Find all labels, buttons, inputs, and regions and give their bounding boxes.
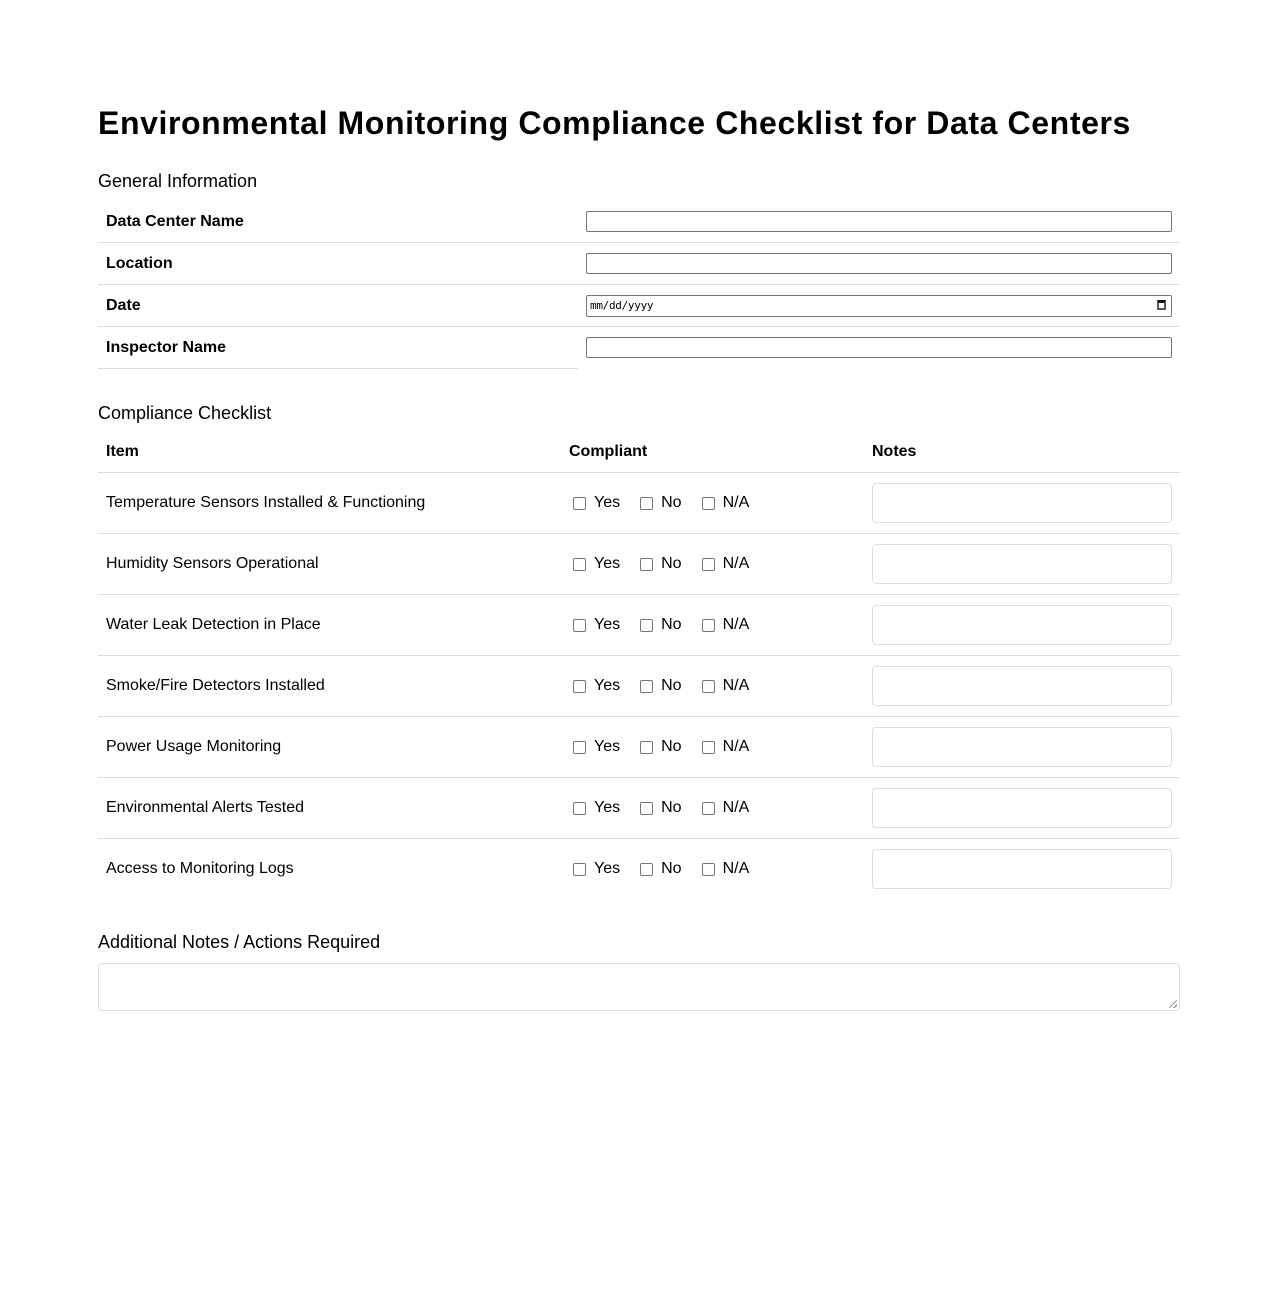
page-title: Environmental Monitoring Compliance Checklist for Data Centers xyxy=(98,105,1131,141)
yes-checkbox[interactable] xyxy=(573,863,586,876)
option-yes[interactable]: Yes xyxy=(569,738,620,756)
no-checkbox[interactable] xyxy=(640,558,653,571)
na-checkbox[interactable] xyxy=(702,497,715,510)
checklist-row xyxy=(98,473,1180,534)
checklist-item-label: Smoke/Fire Detectors Installed xyxy=(98,656,561,717)
info-row-inspector-name xyxy=(98,327,1180,369)
option-na[interactable]: N/A xyxy=(698,494,750,512)
checklist-item-label: Water Leak Detection in Place xyxy=(98,595,561,656)
compliance-options xyxy=(569,677,856,695)
checklist-row xyxy=(98,717,1180,778)
checklist-row xyxy=(98,534,1180,595)
compliance-checklist-table xyxy=(98,432,1180,899)
option-na[interactable]: N/A xyxy=(698,677,750,695)
checklist-header-row xyxy=(98,432,1180,473)
option-no[interactable]: No xyxy=(636,799,681,817)
checklist-item-label: Environmental Alerts Tested xyxy=(98,778,561,839)
checklist-row xyxy=(98,778,1180,839)
field-label: Inspector Name xyxy=(98,327,578,369)
field-label: Date xyxy=(98,285,578,327)
additional-notes-heading: Additional Notes / Actions Required xyxy=(98,932,381,952)
notes-input[interactable] xyxy=(872,605,1172,645)
notes-input[interactable] xyxy=(872,483,1172,523)
compliance-options xyxy=(569,860,856,878)
na-checkbox[interactable] xyxy=(702,680,715,693)
option-no[interactable]: No xyxy=(636,677,681,695)
option-yes[interactable]: Yes xyxy=(569,494,620,512)
compliance-options xyxy=(569,799,856,817)
compliance-options xyxy=(569,555,856,573)
na-checkbox[interactable] xyxy=(702,619,715,632)
date-input[interactable] xyxy=(586,295,1172,317)
checklist-row xyxy=(98,595,1180,656)
compliance-options xyxy=(569,738,856,756)
option-na[interactable]: N/A xyxy=(698,555,750,573)
field-label: Location xyxy=(98,243,578,285)
checklist-item-label: Temperature Sensors Installed & Functioning xyxy=(98,473,561,534)
checklist-item-label: Humidity Sensors Operational xyxy=(98,534,561,595)
yes-checkbox[interactable] xyxy=(573,497,586,510)
column-header-item: Item xyxy=(98,432,561,473)
general-info-heading: General Information xyxy=(98,171,258,191)
notes-input[interactable] xyxy=(872,544,1172,584)
option-yes[interactable]: Yes xyxy=(569,860,620,878)
calendar-icon[interactable] xyxy=(1157,300,1166,310)
general-info-table xyxy=(98,201,1180,369)
option-na[interactable]: N/A xyxy=(698,738,750,756)
compliance-options xyxy=(569,494,856,512)
notes-input[interactable] xyxy=(872,849,1172,889)
yes-checkbox[interactable] xyxy=(573,680,586,693)
notes-input[interactable] xyxy=(872,788,1172,828)
no-checkbox[interactable] xyxy=(640,863,653,876)
column-header-notes: Notes xyxy=(864,432,1180,473)
na-checkbox[interactable] xyxy=(702,558,715,571)
checklist-row xyxy=(98,656,1180,717)
na-checkbox[interactable] xyxy=(702,863,715,876)
info-row-date xyxy=(98,285,1180,327)
yes-checkbox[interactable] xyxy=(573,619,586,632)
yes-checkbox[interactable] xyxy=(573,558,586,571)
option-na[interactable]: N/A xyxy=(698,860,750,878)
checklist-item-label: Power Usage Monitoring xyxy=(98,717,561,778)
option-na[interactable]: N/A xyxy=(698,799,750,817)
yes-checkbox[interactable] xyxy=(573,802,586,815)
na-checkbox[interactable] xyxy=(702,741,715,754)
na-checkbox[interactable] xyxy=(702,802,715,815)
option-yes[interactable]: Yes xyxy=(569,555,620,573)
option-yes[interactable]: Yes xyxy=(569,616,620,634)
no-checkbox[interactable] xyxy=(640,680,653,693)
compliance-options xyxy=(569,616,856,634)
no-checkbox[interactable] xyxy=(640,497,653,510)
option-yes[interactable]: Yes xyxy=(569,677,620,695)
yes-checkbox[interactable] xyxy=(573,741,586,754)
inspector-name-input[interactable] xyxy=(586,337,1172,358)
notes-input[interactable] xyxy=(872,666,1172,706)
info-row-location xyxy=(98,243,1180,285)
option-no[interactable]: No xyxy=(636,860,681,878)
option-no[interactable]: No xyxy=(636,555,681,573)
option-na[interactable]: N/A xyxy=(698,616,750,634)
option-no[interactable]: No xyxy=(636,616,681,634)
compliance-checklist-heading: Compliance Checklist xyxy=(98,403,272,423)
notes-input[interactable] xyxy=(872,727,1172,767)
column-header-compliant: Compliant xyxy=(561,432,864,473)
no-checkbox[interactable] xyxy=(640,619,653,632)
info-row-data-center-name xyxy=(98,201,1180,243)
date-placeholder: mm/dd/yyyy xyxy=(590,298,654,312)
field-label: Data Center Name xyxy=(98,201,578,243)
option-yes[interactable]: Yes xyxy=(569,799,620,817)
additional-notes-textarea[interactable] xyxy=(98,963,1180,1011)
option-no[interactable]: No xyxy=(636,738,681,756)
checklist-item-label: Access to Monitoring Logs xyxy=(106,860,294,877)
option-no[interactable]: No xyxy=(636,494,681,512)
no-checkbox[interactable] xyxy=(640,741,653,754)
location-input[interactable] xyxy=(586,253,1172,274)
data-center-name-input[interactable] xyxy=(586,211,1172,232)
resize-handle-icon[interactable] xyxy=(1169,1000,1177,1008)
checklist-row xyxy=(98,839,1180,900)
no-checkbox[interactable] xyxy=(640,802,653,815)
